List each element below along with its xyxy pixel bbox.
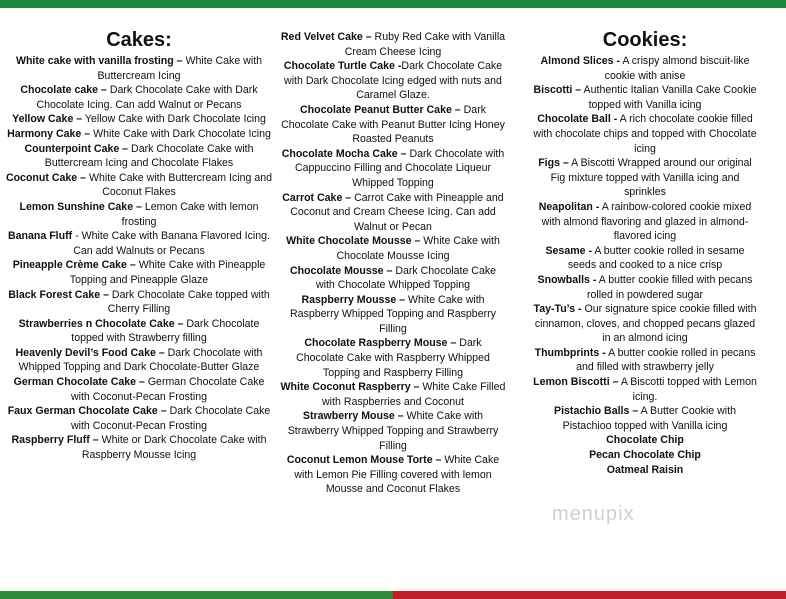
menu-item-description: A Biscotti Wrapped around our original Fig mixture topped with Vanilla icing and sprinkles — [550, 157, 752, 199]
menu-item — [4, 83, 274, 112]
menu-item-description: White Cake with Buttercream Icing and Coconut Flakes — [86, 171, 273, 199]
menu-item — [280, 30, 506, 59]
menu-item-description: Dark Chocolate with Cappuccino Filling and Chocolate Liqueur Whipped Topping — [294, 147, 505, 189]
menu-item-name: Faux German Chocolate Cake – — [7, 405, 167, 418]
menu-item-description: Dark Chocolate Cake with Coconut-Pecan Frosting — [70, 405, 271, 432]
menu-item-name: Pineapple Crème Cake – — [12, 259, 136, 272]
menu-item — [4, 258, 274, 287]
menu-item — [532, 448, 758, 463]
menu-item-description: Dark Chocolate Cake with Peanut Butter Icing Honey Roasted Peanuts — [281, 103, 505, 146]
cakes-heading: Cakes: — [106, 29, 172, 51]
cakes-continued-list — [280, 30, 506, 497]
menu-item-name: Chocolate Mousse – — [289, 264, 393, 277]
menu-item-description: Dark Chocolate Cake with Dark Chocolate Icing edged with nuts and Caramel Glaze. — [284, 60, 503, 102]
menu-item — [4, 288, 274, 317]
menu-item-description: Dark Chocolate Cake with Raspberry Whipped Topping and Raspberry Filling — [296, 337, 490, 379]
menu-item-name: Carrot Cake – — [282, 191, 352, 204]
menu-item-name: Yellow Cake – — [12, 113, 83, 126]
menu-item-name: Lemon Biscotti – — [533, 376, 619, 389]
menu-item-name: Black Forest Cake – — [8, 288, 109, 301]
menu-item — [280, 380, 506, 409]
menu-item-description: White Cake Filled with Raspberries and Coconut — [322, 381, 506, 408]
menu-item — [532, 463, 758, 478]
menu-item — [280, 191, 506, 235]
menu-item-description: Dark Chocolate Cake with Buttercream Icing and Chocolate Flakes — [44, 142, 254, 170]
menu-item-description: Ruby Red Cake with Vanilla Cream Cheese Icing — [344, 31, 506, 58]
menu-item — [4, 142, 274, 171]
menu-item — [532, 200, 758, 244]
top-green-band — [0, 0, 786, 8]
menu-item-name: Thumbprints - — [534, 346, 606, 359]
menu-item-description: White Cake with Strawberry Whipped Topping and Strawberry Filling — [287, 410, 499, 452]
menu-item — [532, 273, 758, 302]
menu-item-name: Chocolate Raspberry Mouse – — [304, 337, 457, 350]
menu-item-description: Dark Chocolate Cake with Chocolate Whipped Topping — [315, 264, 497, 292]
cookies-column — [532, 28, 758, 477]
menu-item-description: A butter cookie rolled in sesame seeds and cooked to a nice crisp — [567, 244, 745, 272]
cookies-list — [532, 54, 758, 477]
menu-item-name: Biscotti – — [533, 84, 582, 97]
menu-item-name: Lemon Sunshine Cake – — [19, 200, 142, 213]
menu-item-name: Sesame - — [545, 244, 592, 257]
menu-item — [4, 346, 274, 375]
menu-item — [532, 244, 758, 273]
menu-item-name: Counterpoint Cake – — [24, 142, 129, 155]
menu-item — [532, 83, 758, 112]
menu-item-description: White Cake with Chocolate Mousse Icing — [336, 235, 500, 262]
menu-item — [280, 293, 506, 337]
menu-item-description: A Biscotti topped with Lemon icing. — [618, 376, 757, 403]
menu-item-name: Heavenly Devil’s Food Cake – — [15, 346, 165, 359]
menu-item — [280, 234, 506, 263]
menu-item — [280, 453, 506, 497]
menu-item — [532, 112, 758, 156]
menu-item-name: Pistachio Balls – — [554, 405, 639, 418]
menu-item-name: German Chocolate Cake – — [13, 376, 145, 389]
menu-item-name: Strawberries n Chocolate Cake – — [18, 317, 184, 330]
menu-item-description: White or Dark Chocolate Cake with Raspberry Mousse Icing — [81, 434, 267, 462]
menu-item-description: White Cake with Buttercream Icing — [97, 55, 263, 82]
menu-item-name: White cake with vanilla frosting – — [15, 55, 183, 67]
menu-item-name: Chocolate Mocha Cake – — [281, 147, 407, 160]
menu-item-name: Pecan Chocolate Chip — [589, 449, 701, 462]
menu-item-name: Coconut Lemon Mouse Torte – — [286, 454, 442, 467]
menu-item-name: Figs – — [538, 157, 569, 170]
menu-item-description: German Chocolate Cake with Coconut-Pecan Frosting — [70, 376, 265, 403]
cakes-continued-column — [280, 30, 506, 497]
menu-item-name: Snowballs - — [537, 273, 597, 286]
menu-item-description: A rich chocolate cookie filled with chocolate chips and topped with Chocolate icing — [533, 113, 757, 155]
menu-item — [4, 112, 274, 127]
menu-item — [280, 147, 506, 191]
menu-item-description: White Cake with Lemon Pie Filling covered with lemon Mousse and Coconut Flakes — [294, 454, 500, 496]
menu-item — [4, 433, 274, 462]
menu-item-description: Lemon Cake with lemon frosting — [121, 200, 259, 228]
menu-item — [4, 127, 274, 142]
menu-item-name: Chocolate Peanut Butter Cake – — [299, 103, 461, 116]
menu-item-name: Chocolate cake – — [20, 84, 107, 97]
menu-item-name: Oatmeal Raisin — [606, 463, 684, 476]
menu-item-description: Dark Chocolate Cake topped with Cherry Filling — [107, 288, 270, 316]
bottom-color-band — [0, 591, 786, 599]
menu-item — [532, 375, 758, 404]
menu-item-description: White Cake with Pineapple Topping and Pineapple Glaze — [69, 259, 266, 286]
menu-item-name: Chocolate Turtle Cake - — [283, 60, 402, 73]
menu-item — [4, 54, 274, 83]
menu-item — [280, 409, 506, 453]
menu-item-name: White Coconut Raspberry – — [280, 381, 420, 394]
menu-item-name: Chocolate Chip — [606, 434, 684, 447]
menu-item-description: Carrot Cake with Pineapple and Coconut and Cream Cheese Icing. Can add Walnut or Pecan — [290, 191, 504, 233]
menu-item-description: A butter cookie filled with pecans rolled in powdered sugar — [586, 273, 753, 301]
menu-item — [4, 375, 274, 404]
menu-item — [280, 103, 506, 147]
menu-item-description: Yellow Cake with Dark Chocolate Icing — [82, 113, 266, 126]
menu-item-name: Neapolitan - — [538, 200, 600, 213]
menu-item — [4, 171, 274, 200]
menu-item-name: Red Velvet Cake – — [280, 31, 372, 43]
menu-item-description: A butter cookie rolled in pecans and filled with strawberry jelly — [576, 346, 756, 374]
menu-item-name: Raspberry Fluff – — [11, 434, 99, 447]
menu-item-name: Raspberry Mousse – — [301, 293, 406, 306]
menu-item — [280, 264, 506, 293]
menu-item-description: White Cake with Dark Chocolate Icing — [90, 127, 271, 140]
menu-item — [532, 346, 758, 375]
menu-item — [532, 54, 758, 83]
menu-item-name: Chocolate Ball - — [537, 113, 618, 126]
menu-item — [4, 200, 274, 229]
menu-item-description: Dark Chocolate Cake with Dark Chocolate Icing. Can add Walnut or Pecans — [36, 84, 258, 111]
cakes-list — [4, 54, 274, 463]
menu-item-description: Dark Chocolate with Whipped Topping and Dark Chocolate-Butter Glaze — [18, 346, 263, 374]
menupix-watermark: menupix — [552, 503, 635, 525]
menu-item-name: Tay-Tu’s - — [533, 303, 582, 316]
menu-item-name: Coconut Cake – — [5, 171, 86, 184]
menu-item-description: A Butter Cookie with Pistachioo topped with Vanilla icing — [562, 405, 736, 432]
menu-item-description: Authentic Italian Vanilla Cake Cookie topped with Vanilla icing — [581, 84, 757, 111]
menu-item — [532, 404, 758, 433]
menu-item — [532, 156, 758, 200]
menu-item-description: Our signature spice cookie filled with cinnamon, cloves, and chopped pecans glazed in an almond icing — [534, 303, 757, 345]
menu-item-name: White Chocolate Mousse – — [286, 235, 421, 248]
menu-item — [280, 336, 506, 380]
cakes-column — [4, 28, 274, 463]
menu-item — [532, 433, 758, 448]
menu-item — [4, 229, 274, 258]
menu-item-description: A rainbow-colored cookie mixed with almond flavoring and glazed in almond-flavored icing — [541, 200, 752, 243]
menu-item — [280, 59, 506, 103]
menu-item — [532, 302, 758, 346]
menu-item-description: Dark Chocolate topped with Strawberry filling — [71, 317, 260, 345]
menu-item-name: Strawberry Mouse – — [302, 410, 404, 423]
menu-item-name: Harmony Cake – — [7, 127, 91, 140]
menu-item-description: A crispy almond biscuit-like cookie with anise — [604, 55, 750, 82]
menu-item — [4, 404, 274, 433]
menu-item — [4, 317, 274, 346]
menu-item-name: Banana Fluff — [8, 230, 73, 243]
cookies-heading: Cookies: — [602, 29, 688, 51]
menu-item-description: White Cake with Raspberry Whipped Topping and Raspberry Filling — [290, 293, 496, 335]
menu-item-name: Almond Slices - — [540, 55, 620, 67]
menu-item-description: - White Cake with Banana Flavored Icing. Can add Walnuts or Pecans — [72, 230, 270, 257]
